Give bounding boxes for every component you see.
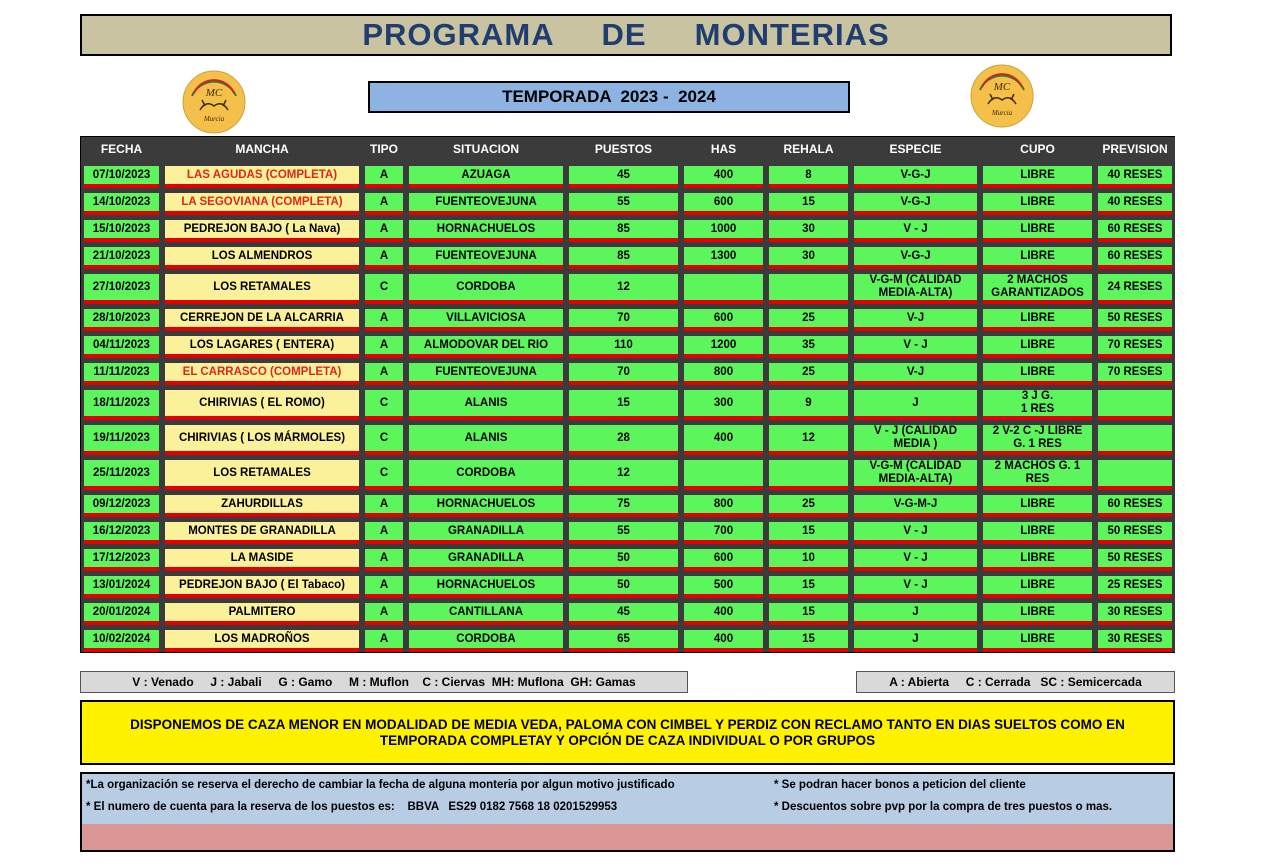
cell-especie: V - J xyxy=(854,522,977,544)
footer-band xyxy=(82,824,1173,850)
table-row xyxy=(81,598,1175,625)
cell-puestos: 28 xyxy=(569,425,678,455)
cell-puestos: 50 xyxy=(569,549,678,571)
cell-puestos: 55 xyxy=(569,193,678,215)
cell-fecha: 10/02/2024 xyxy=(84,630,159,652)
cell-situacion: CORDOBA xyxy=(409,630,563,652)
cell-cupo: LIBRE xyxy=(983,220,1092,242)
cell-rehala xyxy=(769,274,848,304)
cell-puestos: 70 xyxy=(569,363,678,385)
cell-especie: V - J xyxy=(854,220,977,242)
cell-prevision: 24 RESES xyxy=(1098,274,1172,304)
cell-has: 600 xyxy=(684,309,763,331)
cell-tipo: A xyxy=(365,630,403,652)
column-header: TIPO xyxy=(362,137,406,161)
cell-tipo: A xyxy=(365,363,403,385)
table-row xyxy=(81,571,1175,598)
note-date-change: *La organización se reserva el derecho de cambiar la fecha de alguna monteria por algun motivo justificado xyxy=(86,779,675,791)
column-header: PREVISION xyxy=(1095,137,1175,161)
cell-has: 1300 xyxy=(684,247,763,269)
cell-mancha: LOS RETAMALES xyxy=(165,460,359,490)
species-legend: V : Venado J : Jabali G : Gamo M : Muflon C : Ciervas MH: Muflona GH: Gamas xyxy=(80,671,688,693)
cell-cupo: LIBRE xyxy=(983,193,1092,215)
cell-cupo: 2 MACHOS G. 1 RES xyxy=(983,460,1092,490)
cell-tipo: A xyxy=(365,549,403,571)
cell-tipo: A xyxy=(365,247,403,269)
note-discounts: * Descuentos sobre pvp por la compra de tres puestos o mas. xyxy=(774,801,1113,813)
cell-mancha: CHIRIVIAS ( EL ROMO) xyxy=(165,390,359,420)
cell-prevision: 30 RESES xyxy=(1098,603,1172,625)
cell-cupo: LIBRE xyxy=(983,336,1092,358)
cell-situacion: ALANIS xyxy=(409,425,563,455)
cell-especie: J xyxy=(854,603,977,625)
club-logo-left xyxy=(182,70,246,134)
cell-tipo: A xyxy=(365,166,403,188)
cell-tipo: A xyxy=(365,522,403,544)
cell-has: 600 xyxy=(684,549,763,571)
table-row xyxy=(81,517,1175,544)
cell-prevision: 60 RESES xyxy=(1098,220,1172,242)
cell-situacion: ALMODOVAR DEL RIO xyxy=(409,336,563,358)
column-header: FECHA xyxy=(81,137,162,161)
cell-situacion: HORNACHUELOS xyxy=(409,220,563,242)
cell-fecha: 04/11/2023 xyxy=(84,336,159,358)
logo-initials: MC xyxy=(205,87,223,99)
cell-puestos: 65 xyxy=(569,630,678,652)
cell-mancha: EL CARRASCO (COMPLETA) xyxy=(165,363,359,385)
cell-situacion: CANTILLANA xyxy=(409,603,563,625)
cell-fecha: 16/12/2023 xyxy=(84,522,159,544)
cell-has: 1200 xyxy=(684,336,763,358)
table-row xyxy=(81,385,1175,420)
cell-rehala: 9 xyxy=(769,390,848,420)
cell-rehala: 35 xyxy=(769,336,848,358)
hunts-table xyxy=(80,136,1175,653)
cell-prevision: 70 RESES xyxy=(1098,336,1172,358)
cell-especie: V - J (CALIDAD MEDIA ) xyxy=(854,425,977,455)
footer-notes xyxy=(80,772,1175,852)
cell-especie: V-G-J xyxy=(854,166,977,188)
cell-especie: V-G-M-J xyxy=(854,495,977,517)
column-header: ESPECIE xyxy=(851,137,980,161)
cell-fecha: 07/10/2023 xyxy=(84,166,159,188)
cell-prevision: 30 RESES xyxy=(1098,630,1172,652)
cell-especie: V - J xyxy=(854,336,977,358)
cell-cupo: LIBRE xyxy=(983,363,1092,385)
cell-mancha: LOS ALMENDROS xyxy=(165,247,359,269)
cell-tipo: A xyxy=(365,603,403,625)
cell-situacion: CORDOBA xyxy=(409,274,563,304)
cell-mancha: PALMITERO xyxy=(165,603,359,625)
cell-has: 500 xyxy=(684,576,763,598)
cell-has xyxy=(684,274,763,304)
cell-tipo: C xyxy=(365,390,403,420)
table-row xyxy=(81,358,1175,385)
cell-cupo: LIBRE xyxy=(983,166,1092,188)
logo-label: Murcia xyxy=(991,109,1013,117)
logo-initials: MC xyxy=(993,81,1011,93)
cell-has: 800 xyxy=(684,495,763,517)
cell-tipo: A xyxy=(365,193,403,215)
table-row xyxy=(81,544,1175,571)
cell-mancha: MONTES DE GRANADILLA xyxy=(165,522,359,544)
cell-has: 800 xyxy=(684,363,763,385)
cell-fecha: 27/10/2023 xyxy=(84,274,159,304)
cell-cupo: LIBRE xyxy=(983,522,1092,544)
column-header: CUPO xyxy=(980,137,1095,161)
cell-rehala: 30 xyxy=(769,220,848,242)
cell-tipo: C xyxy=(365,425,403,455)
cell-prevision: 50 RESES xyxy=(1098,522,1172,544)
cell-situacion: ALANIS xyxy=(409,390,563,420)
cell-especie: V-J xyxy=(854,309,977,331)
page-title: PROGRAMA DE MONTERIAS xyxy=(80,14,1172,56)
cell-cupo: LIBRE xyxy=(983,495,1092,517)
cell-mancha: ZAHURDILLAS xyxy=(165,495,359,517)
cell-mancha: CHIRIVIAS ( LOS MÁRMOLES) xyxy=(165,425,359,455)
table-row xyxy=(81,304,1175,331)
cell-rehala: 25 xyxy=(769,309,848,331)
cell-situacion: AZUAGA xyxy=(409,166,563,188)
cell-tipo: A xyxy=(365,220,403,242)
cell-puestos: 85 xyxy=(569,220,678,242)
hunt-type-legend: A : Abierta C : Cerrada SC : Semicercada xyxy=(856,671,1175,693)
cell-situacion: VILLAVICIOSA xyxy=(409,309,563,331)
cell-cupo: LIBRE xyxy=(983,630,1092,652)
cell-prevision xyxy=(1098,390,1172,420)
cell-mancha: LOS RETAMALES xyxy=(165,274,359,304)
cell-situacion: HORNACHUELOS xyxy=(409,495,563,517)
cell-fecha: 19/11/2023 xyxy=(84,425,159,455)
cell-prevision: 50 RESES xyxy=(1098,549,1172,571)
cell-especie: V-G-M (CALIDAD MEDIA-ALTA) xyxy=(854,274,977,304)
cell-especie: V - J xyxy=(854,576,977,598)
cell-especie: J xyxy=(854,390,977,420)
cell-tipo: A xyxy=(365,576,403,598)
cell-rehala: 8 xyxy=(769,166,848,188)
cell-has: 1000 xyxy=(684,220,763,242)
cell-has: 300 xyxy=(684,390,763,420)
cell-cupo: LIBRE xyxy=(983,549,1092,571)
cell-rehala: 15 xyxy=(769,193,848,215)
cell-prevision: 25 RESES xyxy=(1098,576,1172,598)
cell-fecha: 14/10/2023 xyxy=(84,193,159,215)
column-header: SITUACION xyxy=(406,137,566,161)
cell-puestos: 45 xyxy=(569,166,678,188)
cell-mancha: PEDREJON BAJO ( La Nava) xyxy=(165,220,359,242)
cell-has: 400 xyxy=(684,425,763,455)
cell-mancha: CERREJON DE LA ALCARRIA xyxy=(165,309,359,331)
cell-fecha: 09/12/2023 xyxy=(84,495,159,517)
table-row xyxy=(81,331,1175,358)
cell-prevision: 70 RESES xyxy=(1098,363,1172,385)
cell-especie: V-G-J xyxy=(854,193,977,215)
cell-tipo: C xyxy=(365,274,403,304)
cell-rehala: 15 xyxy=(769,603,848,625)
cell-situacion: GRANADILLA xyxy=(409,522,563,544)
club-logo-right xyxy=(970,64,1034,128)
cell-fecha: 11/11/2023 xyxy=(84,363,159,385)
cell-tipo: A xyxy=(365,495,403,517)
table-row xyxy=(81,242,1175,269)
column-header: PUESTOS xyxy=(566,137,681,161)
cell-puestos: 55 xyxy=(569,522,678,544)
table-row xyxy=(81,161,1175,188)
cell-especie: V-J xyxy=(854,363,977,385)
cell-cupo: LIBRE xyxy=(983,603,1092,625)
cell-fecha: 21/10/2023 xyxy=(84,247,159,269)
cell-puestos: 70 xyxy=(569,309,678,331)
cell-prevision xyxy=(1098,460,1172,490)
cell-especie: V-G-M (CALIDAD MEDIA-ALTA) xyxy=(854,460,977,490)
table-row xyxy=(81,490,1175,517)
cell-rehala: 30 xyxy=(769,247,848,269)
note-vouchers: * Se podran hacer bonos a peticion del cliente xyxy=(774,779,1026,791)
small-game-notice: DISPONEMOS DE CAZA MENOR EN MODALIDAD DE MEDIA VEDA, PALOMA CON CIMBEL Y PERDIZ CON RECLAMO TANTO EN DIAS SUELTOS COMO EN TEMPORADA COMPLETAY Y OPCIÓN DE CAZA INDIVIDUAL O POR GRUPOS xyxy=(80,700,1175,765)
cell-rehala xyxy=(769,460,848,490)
cell-cupo: 2 MACHOS GARANTIZADOS xyxy=(983,274,1092,304)
cell-rehala: 12 xyxy=(769,425,848,455)
cell-situacion: CORDOBA xyxy=(409,460,563,490)
column-header: HAS xyxy=(681,137,766,161)
cell-prevision: 40 RESES xyxy=(1098,193,1172,215)
table-row xyxy=(81,215,1175,242)
cell-cupo: LIBRE xyxy=(983,576,1092,598)
cell-especie: J xyxy=(854,630,977,652)
cell-prevision xyxy=(1098,425,1172,455)
cell-mancha: LAS AGUDAS (COMPLETA) xyxy=(165,166,359,188)
column-header: REHALA xyxy=(766,137,851,161)
note-bank-account: * El numero de cuenta para la reserva de los puestos es: BBVA ES29 0182 7568 18 0201529953 xyxy=(86,801,618,813)
cell-puestos: 15 xyxy=(569,390,678,420)
cell-cupo: 3 J G. 1 RES xyxy=(983,390,1092,420)
cell-rehala: 15 xyxy=(769,576,848,598)
cell-has: 600 xyxy=(684,193,763,215)
cell-tipo: A xyxy=(365,336,403,358)
table-row xyxy=(81,188,1175,215)
cell-mancha: PEDREJON BAJO ( El Tabaco) xyxy=(165,576,359,598)
cell-has: 400 xyxy=(684,630,763,652)
cell-rehala: 25 xyxy=(769,495,848,517)
cell-mancha: LOS MADROÑOS xyxy=(165,630,359,652)
cell-puestos: 110 xyxy=(569,336,678,358)
cell-rehala: 10 xyxy=(769,549,848,571)
cell-situacion: HORNACHUELOS xyxy=(409,576,563,598)
cell-especie: V-G-J xyxy=(854,247,977,269)
cell-fecha: 28/10/2023 xyxy=(84,309,159,331)
cell-cupo: LIBRE xyxy=(983,309,1092,331)
cell-mancha: LA MASIDE xyxy=(165,549,359,571)
cell-has xyxy=(684,460,763,490)
cell-rehala: 25 xyxy=(769,363,848,385)
cell-puestos: 75 xyxy=(569,495,678,517)
logo-label: Murcia xyxy=(203,115,225,123)
cell-situacion: FUENTEOVEJUNA xyxy=(409,363,563,385)
cell-cupo: 2 V-2 C -J LIBRE G. 1 RES xyxy=(983,425,1092,455)
cell-fecha: 15/10/2023 xyxy=(84,220,159,242)
cell-situacion: GRANADILLA xyxy=(409,549,563,571)
season-label: TEMPORADA 2023 - 2024 xyxy=(368,81,850,113)
cell-tipo: C xyxy=(365,460,403,490)
cell-has: 700 xyxy=(684,522,763,544)
cell-prevision: 60 RESES xyxy=(1098,495,1172,517)
table-row xyxy=(81,455,1175,490)
cell-situacion: FUENTEOVEJUNA xyxy=(409,193,563,215)
cell-prevision: 50 RESES xyxy=(1098,309,1172,331)
cell-fecha: 25/11/2023 xyxy=(84,460,159,490)
cell-puestos: 12 xyxy=(569,460,678,490)
column-header: MANCHA xyxy=(162,137,362,161)
cell-mancha: LOS LAGARES ( ENTERA) xyxy=(165,336,359,358)
cell-prevision: 60 RESES xyxy=(1098,247,1172,269)
cell-has: 400 xyxy=(684,166,763,188)
cell-prevision: 40 RESES xyxy=(1098,166,1172,188)
cell-fecha: 13/01/2024 xyxy=(84,576,159,598)
table-row xyxy=(81,625,1175,652)
cell-cupo: LIBRE xyxy=(983,247,1092,269)
cell-puestos: 85 xyxy=(569,247,678,269)
table-header-row xyxy=(81,137,1175,161)
cell-rehala: 15 xyxy=(769,522,848,544)
cell-fecha: 18/11/2023 xyxy=(84,390,159,420)
cell-tipo: A xyxy=(365,309,403,331)
cell-puestos: 45 xyxy=(569,603,678,625)
table-row xyxy=(81,420,1175,455)
cell-especie: V - J xyxy=(854,549,977,571)
cell-fecha: 20/01/2024 xyxy=(84,603,159,625)
cell-mancha: LA SEGOVIANA (COMPLETA) xyxy=(165,193,359,215)
cell-situacion: FUENTEOVEJUNA xyxy=(409,247,563,269)
cell-rehala: 15 xyxy=(769,630,848,652)
cell-puestos: 12 xyxy=(569,274,678,304)
table-row xyxy=(81,269,1175,304)
cell-puestos: 50 xyxy=(569,576,678,598)
cell-has: 400 xyxy=(684,603,763,625)
cell-fecha: 17/12/2023 xyxy=(84,549,159,571)
